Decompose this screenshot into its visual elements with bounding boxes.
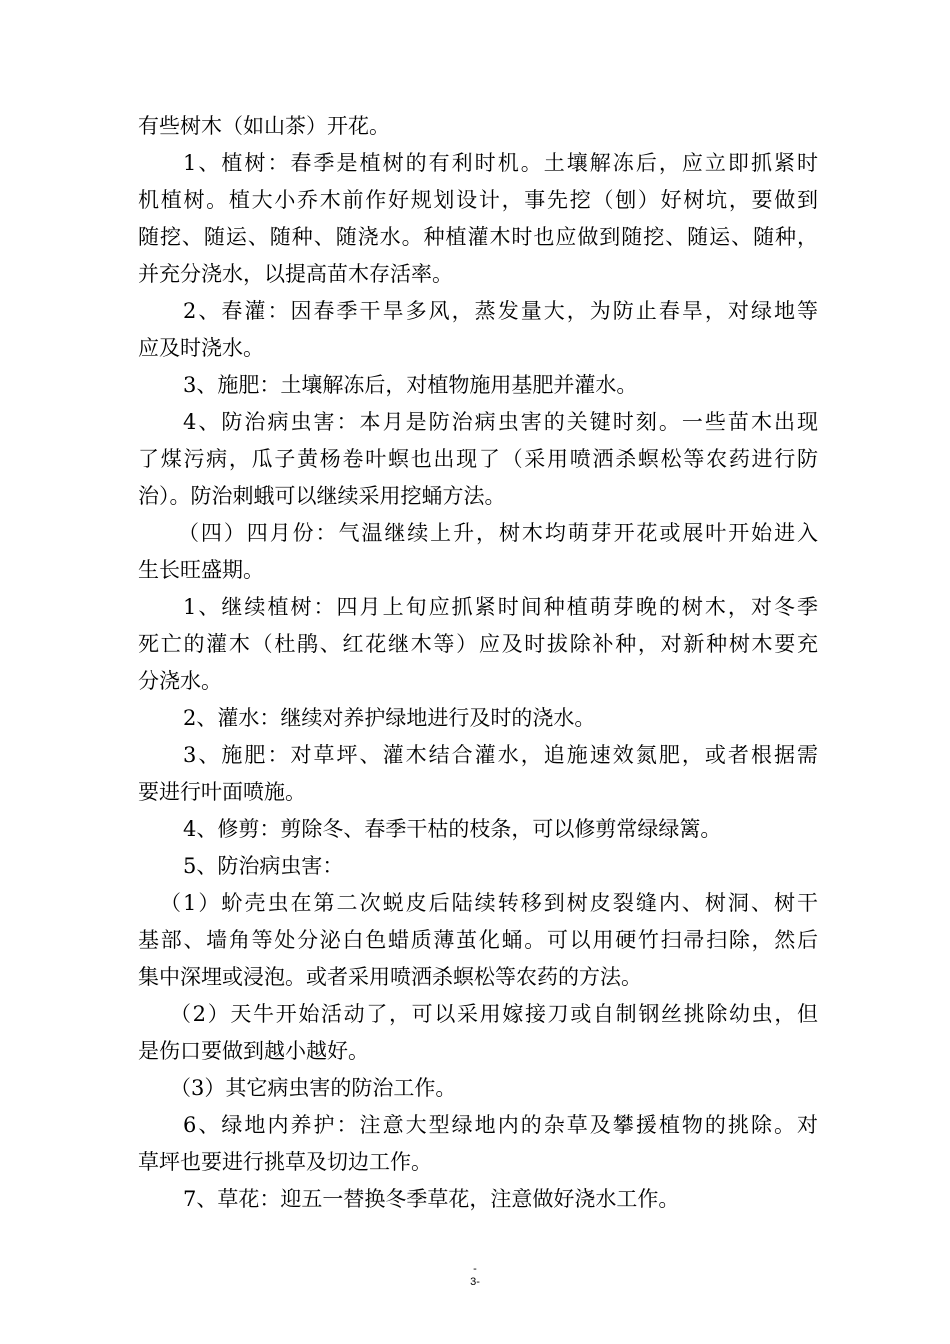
page-number: 3-	[470, 1276, 480, 1288]
paragraph-line: 6、绿地内养护：注意大型绿地内的杂草及攀援植物的挑除。对	[183, 1113, 818, 1137]
paragraph-line: 了煤污病，瓜子黄杨卷叶螟也出现了（采用喷洒杀螟松等农药进行防	[138, 447, 818, 471]
paragraph-line: 1、植树：春季是植树的有利时机。土壤解冻后，应立即抓紧时	[183, 151, 818, 175]
paragraph-line: 基部、墙角等处分泌白色蜡质薄茧化蛹。可以用硬竹扫帚扫除，然后	[138, 928, 818, 952]
paragraph-line: 机植树。植大小乔木前作好规划设计，事先挖（刨）好树坑，要做到	[138, 188, 818, 212]
paragraph-line: 3、施肥：对草坪、灌木结合灌水，追施速效氮肥，或者根据需	[183, 743, 818, 767]
paragraph-line: 分浇水。	[138, 669, 222, 693]
paragraph-line: 5、防治病虫害：	[183, 854, 344, 878]
section-heading: （四）四月份：气温继续上升，树木均萌芽开花或展叶开始进入	[178, 521, 818, 545]
paragraph-line: 7、草花：迎五一替换冬季草花，注意做好浇水工作。	[183, 1187, 680, 1211]
paragraph-line: 死亡的灌木（杜鹃、红花继木等）应及时拔除补种，对新种树木要充	[138, 632, 818, 656]
paragraph-line: 应及时浇水。	[138, 336, 264, 360]
paragraph-line: 随挖、随运、随种、随浇水。种植灌木时也应做到随挖、随运、随种，	[138, 225, 818, 249]
paragraph-line: 4、修剪：剪除冬、春季干枯的枝条，可以修剪常绿绿篱。	[183, 817, 722, 841]
paragraph-line: 要进行叶面喷施。	[138, 780, 306, 804]
paragraph-line: （3）其它病虫害的防治工作。	[170, 1076, 457, 1100]
paragraph-line: 并充分浇水，以提高苗木存活率。	[138, 262, 453, 286]
paragraph-line: 3、施肥：土壤解冻后，对植物施用基肥并灌水。	[183, 373, 638, 397]
paragraph-line: （2）天牛开始活动了，可以采用嫁接刀或自制钢丝挑除幼虫，但	[170, 1002, 818, 1026]
footer-dash: -	[473, 1263, 477, 1275]
paragraph-line: 2、灌水：继续对养护绿地进行及时的浇水。	[183, 706, 596, 730]
paragraph-line: （1）蚧壳虫在第二次蜕皮后陆续转移到树皮裂缝内、树洞、树干	[160, 891, 818, 915]
paragraph-line: 草坪也要进行挑草及切边工作。	[138, 1150, 432, 1174]
paragraph-line: 4、防治病虫害：本月是防治病虫害的关键时刻。一些苗木出现	[183, 410, 818, 434]
paragraph-line: 2、春灌：因春季干旱多风，蒸发量大，为防止春旱，对绿地等	[183, 299, 818, 323]
paragraph-line: 生长旺盛期。	[138, 558, 264, 582]
paragraph-line: 治）。防治刺蛾可以继续采用挖蛹方法。	[138, 484, 506, 508]
paragraph-line: 是伤口要做到越小越好。	[138, 1039, 369, 1063]
paragraph-line: 集中深埋或浸泡。或者采用喷洒杀螟松等农药的方法。	[138, 965, 642, 989]
paragraph-line: 1、继续植树：四月上旬应抓紧时间种植萌芽晚的树木，对冬季	[183, 595, 818, 619]
paragraph-line: 有些树木（如山茶）开花。	[138, 114, 390, 138]
